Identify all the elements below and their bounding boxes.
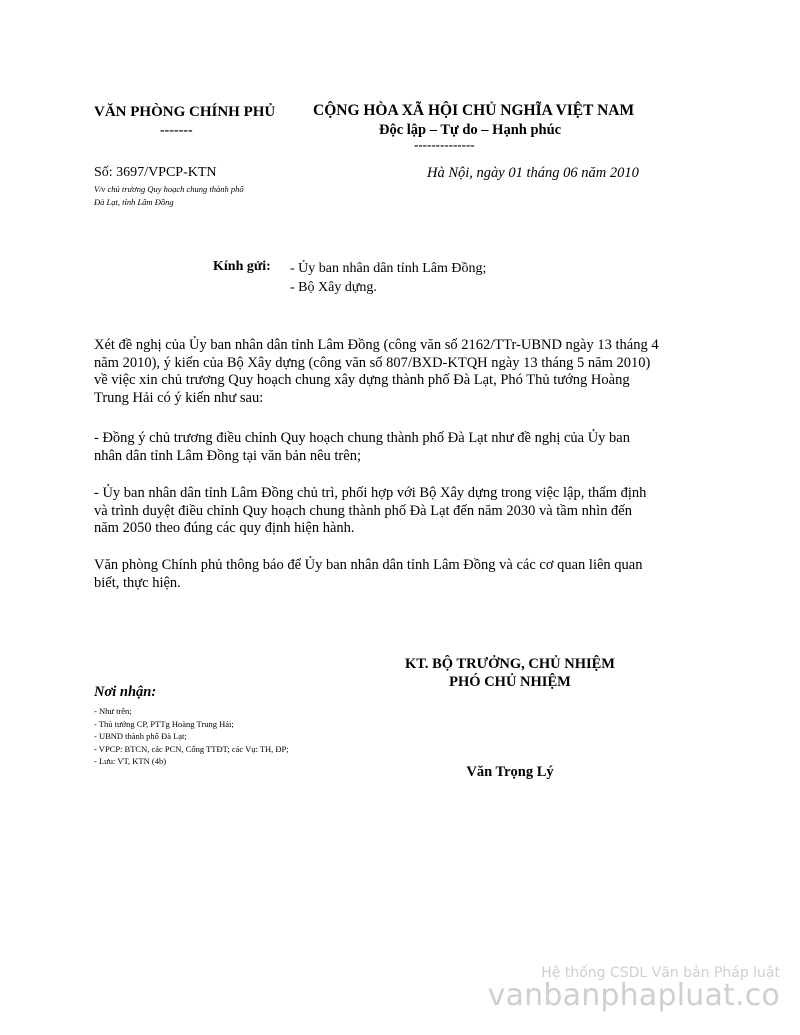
agency-separator: ------- [160,123,193,138]
watermark-site: vanbanphapluat.co [487,978,780,1013]
body-line: về việc xin chủ trương Quy hoạch chung xây dựng thành phố Đà Lạt, Phó Thủ tướng Hoàng [94,372,630,388]
motto: Độc lập – Tự do – Hạnh phúc [379,122,562,138]
body-line: năm 2010), ý kiến của Bộ Xây dựng (công văn số 807/BXD-KTQH ngày 13 tháng 5 năm 2010) [94,354,651,371]
body-paragraph-4 [94,557,724,592]
agency-name: VĂN PHÒNG CHÍNH PHỦ [94,104,276,120]
body-paragraph-2 [94,430,724,465]
signature-line: PHÓ CHỦ NHIỆM [449,674,571,690]
body-paragraph-1 [94,337,724,407]
recipient-item: - Như trên; [94,706,132,716]
addressee-label: Kính gửi: [213,259,271,274]
body-line: Văn phòng Chính phủ thông báo để Ủy ban nhân dân tỉnh Lâm Đồng và các cơ quan liên quan [94,557,643,573]
addressee-item: - Ủy ban nhân dân tỉnh Lâm Đồng; [290,261,487,276]
body-line: và trình duyệt điều chỉnh Quy hoạch chung thành phố Đà Lạt đến năm 2030 và tầm nhìn đến [94,502,632,519]
body-line: biết, thực hiện. [94,574,181,591]
recipient-item: - Lưu: VT, KTN (4b) [94,756,167,766]
body-line: Xét đề nghị của Ủy ban nhân dân tỉnh Lâm Đồng (công văn số 2162/TTr-UBND ngày 13 tháng 4 [94,337,659,353]
watermark-caption: Hệ thống CSDL Văn bản Pháp luật [541,965,780,981]
body-line: - Đồng ý chủ trương điều chỉnh Quy hoạch chung thành phố Đà Lạt như đề nghị của Ủy ban [94,430,630,446]
recipients-heading: Nơi nhận: [94,684,157,700]
recipient-item: - Thủ tướng CP, PTTg Hoàng Trung Hải; [94,718,234,729]
signature-title [380,655,640,691]
document-number: Số: 3697/VPCP-KTN [94,165,217,180]
subject-line: Đà Lạt, tỉnh Lâm Đồng [94,197,174,207]
body-line: - Ủy ban nhân dân tỉnh Lâm Đồng chủ trì, phối hợp với Bộ Xây dựng trong việc lập, thẩm định [94,485,647,501]
addressee-item: - Bộ Xây dựng. [290,280,377,295]
nation-title: CỘNG HÒA XÃ HỘI CHỦ NGHĨA VIỆT NAM [313,102,635,119]
body-paragraph-3 [94,485,724,538]
motto-separator: -------------- [414,137,475,152]
signer-name: Văn Trọng Lý [466,764,554,780]
recipient-item: - VPCP: BTCN, các PCN, Cổng TTĐT; các Vụ: TH, ĐP; [94,743,289,754]
addressee-list [290,259,486,297]
body-line: năm 2050 theo đúng các quy định hiện hành. [94,520,355,536]
body-line: nhân dân tỉnh Lâm Đồng tại văn bản nêu trên; [94,447,361,464]
subject-line: V/v chủ trương Quy hoạch chung thành phố [94,184,244,194]
place-and-date: Hà Nội, ngày 01 tháng 06 năm 2010 [427,165,639,181]
recipient-item: - UBND thành phố Đà Lạt; [94,731,187,741]
signature-line: KT. BỘ TRƯỞNG, CHỦ NHIỆM [405,656,615,672]
recipients-list [94,705,289,768]
document-subject [94,183,294,209]
body-line: Trung Hải có ý kiến như sau: [94,389,264,406]
